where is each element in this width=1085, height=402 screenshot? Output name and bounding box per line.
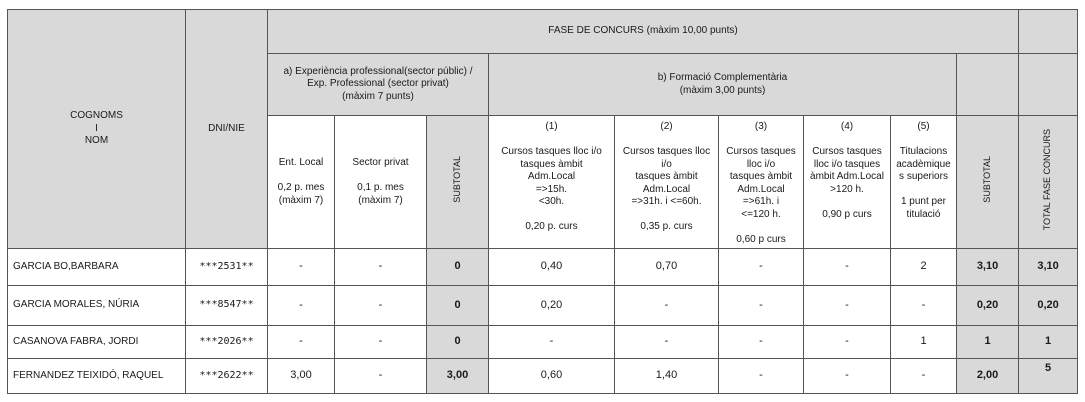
header-subtotal-a (427, 116, 489, 249)
cell-name: GARCIA MORALES, NÚRIA (8, 286, 186, 326)
cell-b1: - (489, 326, 615, 359)
cell-b3: - (719, 326, 804, 359)
header-sector-privat (335, 116, 427, 249)
cell-subtotal-b: 3,10 (957, 249, 1019, 286)
cell-b2: 1,40 (615, 359, 719, 394)
cell-sector-privat: - (335, 249, 427, 286)
header-cognoms-nom (8, 10, 186, 249)
table-row (8, 326, 1078, 359)
cell-total: 1 (1019, 326, 1078, 359)
header-b1 (489, 116, 615, 249)
header-b5 (891, 116, 957, 249)
cell-b1: 0,20 (489, 286, 615, 326)
cell-b2: - (615, 326, 719, 359)
cell-sector-privat: - (335, 286, 427, 326)
header-ent-local (268, 116, 335, 249)
cell-subtotal-a: 0 (427, 286, 489, 326)
cell-ent-local: - (268, 286, 335, 326)
header-b4-label: (4) Cursos tasques lloc i/o tasques àmbit Adm.Local >120 h. 0,90 p curs (810, 121, 884, 220)
header-b3 (719, 116, 804, 249)
cell-b4: - (804, 359, 891, 394)
cell-dni: ***2622** (186, 359, 268, 394)
header-total-label: TOTAL FASE CONCURS (1042, 129, 1053, 231)
cell-b4: - (804, 326, 891, 359)
cell-dni: ***2531** (186, 249, 268, 286)
table-row (8, 359, 1078, 394)
header-dni-label: DNI/NIE (208, 122, 245, 134)
cell-b4: - (804, 286, 891, 326)
header-group-b-label: b) Formació Complementària (màxim 3,00 punts) (657, 72, 788, 96)
cell-name: GARCIA BO,BARBARA (8, 249, 186, 286)
header-fase-concurs (268, 10, 1019, 54)
cell-b3: - (719, 286, 804, 326)
cell-subtotal-b: 1 (957, 326, 1019, 359)
header-total-top (1019, 10, 1078, 54)
header-subtotal-a-label: SUBTOTAL (451, 156, 462, 204)
cell-b5: 1 (891, 326, 957, 359)
table-row (8, 249, 1078, 286)
cell-total: 0,20 (1019, 286, 1078, 326)
header-total-mid (1019, 54, 1078, 116)
header-b2-label: (2) Cursos tasques lloc i/o tasques àmbit Adm.Local =>31h. i <=60h. 0,35 p. curs (622, 121, 711, 232)
header-cognoms-label: COGNOMS I NOM (70, 110, 123, 147)
cell-b5: - (891, 359, 957, 394)
cell-ent-local: - (268, 326, 335, 359)
cell-subtotal-b: 2,00 (957, 359, 1019, 394)
cell-b5: - (891, 286, 957, 326)
cell-b5: 2 (891, 249, 957, 286)
cell-dni: ***2026** (186, 326, 268, 359)
cell-b1: 0,40 (489, 249, 615, 286)
cell-dni: ***8547** (186, 286, 268, 326)
cell-sector-privat: - (335, 359, 427, 394)
cell-b3: - (719, 359, 804, 394)
table-row (8, 286, 1078, 326)
cell-subtotal-a: 0 (427, 326, 489, 359)
header-subtotal-b-label: SUBTOTAL (981, 156, 992, 204)
cell-ent-local: 3,00 (268, 359, 335, 394)
cell-name: CASANOVA FABRA, JORDI (8, 326, 186, 359)
header-b2 (615, 116, 719, 249)
header-fase-label: FASE DE CONCURS (màxim 10,00 punts) (548, 25, 738, 37)
header-b5-label: (5) Titulacions acadèmique s superiors 1 punt per titulació (896, 121, 951, 220)
header-subtotal-b (957, 116, 1019, 249)
cell-subtotal-a: 3,00 (427, 359, 489, 394)
header-dni (186, 10, 268, 249)
cell-name: FERNANDEZ TEIXIDÓ, RAQUEL (8, 359, 186, 394)
header-group-b (489, 54, 957, 116)
cell-b4: - (804, 249, 891, 286)
header-subtotal-b-top (957, 54, 1019, 116)
cell-total: 5 (1019, 359, 1078, 394)
cell-sector-privat: - (335, 326, 427, 359)
header-sector-privat-label: Sector privat 0,1 p. mes (màxim 7) (352, 157, 409, 206)
header-group-a-label: a) Experiència professional(sector públic) / Exp. Professional (sector privat) (màxim 7 punts) (283, 65, 473, 102)
header-b4 (804, 116, 891, 249)
cell-b2: - (615, 286, 719, 326)
cell-subtotal-a: 0 (427, 249, 489, 286)
cell-b1: 0,60 (489, 359, 615, 394)
header-b1-label: (1) Cursos tasques lloc i/o tasques àmbit Adm.Local =>15h. <30h. 0,20 p. curs (501, 121, 602, 232)
results-table (7, 9, 1078, 394)
header-ent-local-label: Ent. Local 0,2 p. mes (màxim 7) (277, 157, 325, 206)
cell-ent-local: - (268, 249, 335, 286)
header-group-a (268, 54, 489, 116)
cell-total: 3,10 (1019, 249, 1078, 286)
cell-b2: 0,70 (615, 249, 719, 286)
cell-b3: - (719, 249, 804, 286)
header-total (1019, 116, 1078, 249)
cell-subtotal-b: 0,20 (957, 286, 1019, 326)
header-b3-label: (3) Cursos tasques lloc i/o tasques àmbit Adm.Local =>61h. i <=120 h. 0,60 p curs (726, 121, 796, 245)
